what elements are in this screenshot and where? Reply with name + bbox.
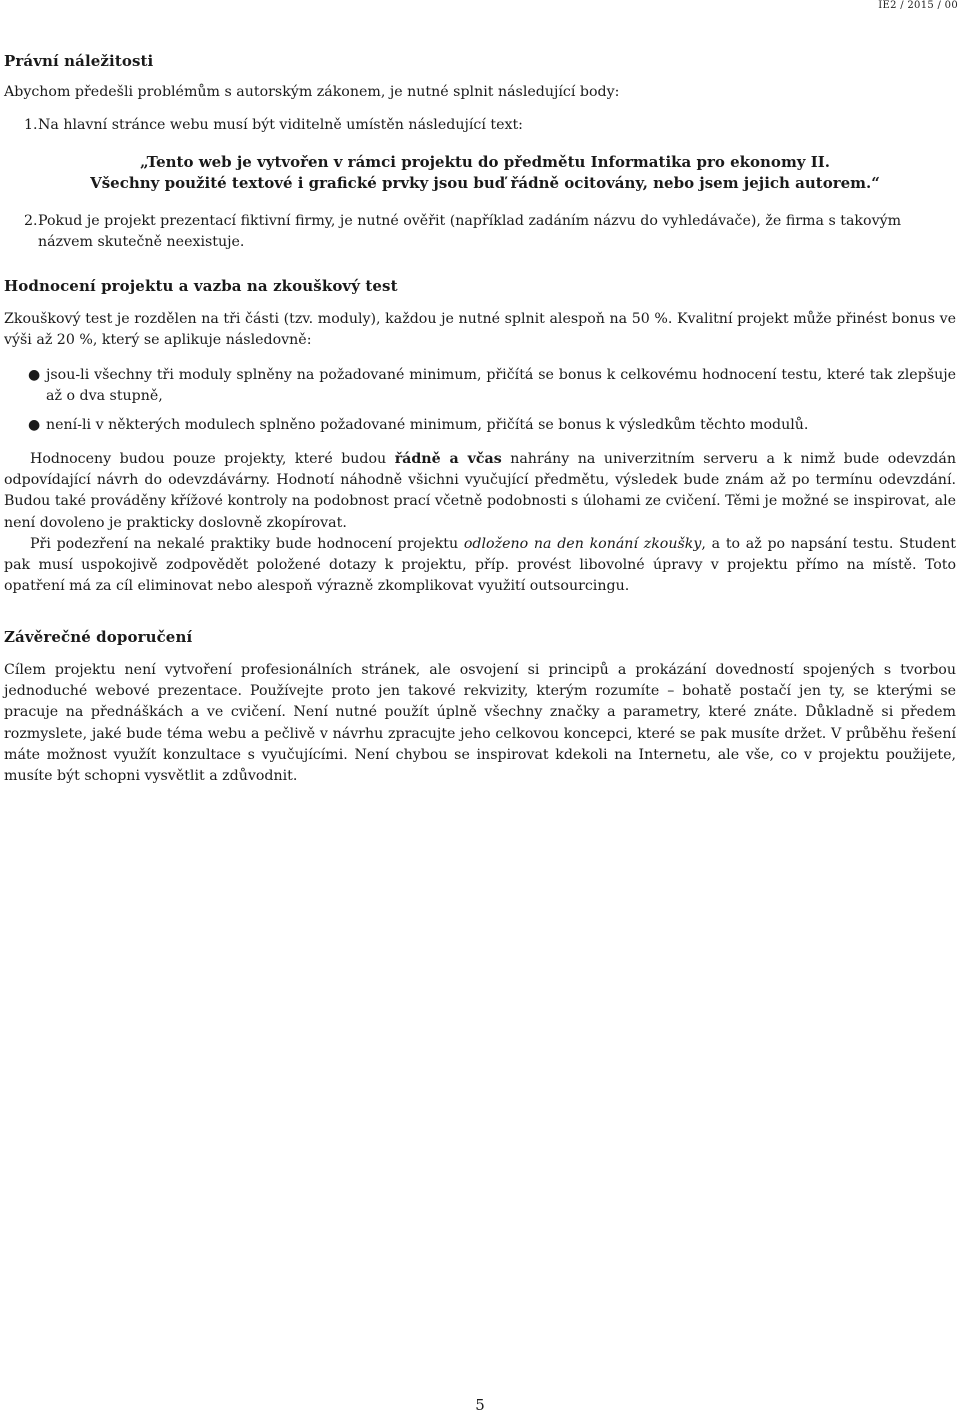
running-head: IE2 / 2015 / 00: [878, 0, 958, 11]
text-run: , a to až po napsání testu. Student pak musí uspokojivě zodpovědět položené dotazy k projektu, příp. provést libovolné úpravy v projektu přímo na místě. Toto opatření má za cíl eliminovat nebo alespoň výrazně zkomplikovat využití outsourcingu.: [4, 535, 957, 595]
list-item: [4, 365, 956, 408]
bullet-icon: ●: [28, 366, 41, 383]
text-run: Při podezření na nekalé praktiky bude hodnocení projektu: [30, 535, 464, 552]
list-item-text: jsou-li všechny tři moduly splněny na požadované minimum, přičítá se bonus k celkovému hodnocení testu, které tak zlepšuje až o dva stupně,: [46, 366, 956, 405]
evaluation-paragraph: Zkouškový test je rozdělen na tři části (tzv. moduly), každou je nutné splnit alespoň na 50 %. Kvalitní projekt může přinést bonus ve výši až 20 %, který se aplikuje následovně:: [4, 311, 956, 349]
document-page: [4, 52, 956, 788]
text-run: nahrány na univerzitním serveru a k nimž bude odevzdán odpovídající návrh do odevzdávárny. Hodnotí náhodně všichni vyučující předmětu, výsledek bude znám až po termínu odevzdání. Budou také prováděny křížové kontroly na podobnost prací včetně podobnosti s úlohami ze cvičení. Těmi je možné se inspirovat, ale není dovoleno je prakticky doslovně zkopírovat.: [4, 450, 956, 531]
list-item: [4, 211, 956, 254]
emphasis-bold: řádně a včas: [394, 450, 502, 467]
list-item: [4, 415, 956, 436]
list-item-text: Pokud je projekt prezentací fiktivní firmy, je nutné ověřit (například zadáním názvu do vyhledávače), že firma s takovým názvem skutečně neexistuje.: [38, 212, 902, 250]
section-heading-legal: Právní náležitosti: [4, 52, 154, 70]
list-item: [4, 115, 956, 136]
list-item-text: Na hlavní stránce webu musí být viditelně umístěn následující text:: [38, 117, 523, 134]
section-heading-final: Závěrečné doporučení: [4, 627, 193, 646]
final-paragraph: Cílem projektu není vytvoření profesionálních stránek, ale osvojení si principů a prokázání dovedností spojených s tvorbou jednoduché webové prezentace. Používejte proto jen takové rekvizity, kterým rozumíte – bohatě postačí jen ty, se kterými se pracuje na přednáškách a ve cvičení. Není nutné použít úplně všechny značky a parametry, které znáte. Důkladně si předem rozmyslete, jaké bude téma webu a pečlivě v návrhu zpracujte jeho celkovou koncepci, které se pak musíte držet. V průběhu řešení máte možnost využít konzultace s vyučujícími. Není chybou se inspirovat kdekoli na Internetu, ale vše, co v projektu použijete, musíte být schopni vysvětlit a zdůvodnit.: [4, 661, 956, 785]
bonus-bullet-list: [4, 365, 956, 437]
legal-numbered-list: [4, 115, 956, 253]
quote-line: „Tento web je vytvořen v rámci projektu do předmětu Informatika pro ekonomy II.: [139, 152, 831, 171]
bullet-icon: ●: [28, 417, 41, 434]
legal-intro: Abychom předešli problémům s autorským zákonem, je nutné splnit následující body:: [4, 84, 620, 100]
section-heading-evaluation: Hodnocení projektu a vazba na zkouškový test: [4, 277, 398, 296]
emphasis-italic: odloženo na den konání zkoušky: [463, 535, 702, 552]
evaluation-paragraph: [4, 534, 956, 598]
list-item-text: není-li v některých modulech splněno požadované minimum, přičítá se bonus k výsledkům těchto modulů.: [46, 417, 809, 434]
text-run: Hodnoceny budou pouze projekty, které budou: [30, 450, 395, 467]
page-number: 5: [475, 1396, 485, 1414]
quote-line: Všechny použité textové i grafické prvky jsou buď řádně ocitovány, nebo jsem jejich autorem.“: [90, 173, 880, 192]
required-notice-quote: [4, 152, 956, 194]
evaluation-paragraph: [4, 449, 956, 534]
list-item-number: 2.: [24, 212, 38, 229]
list-item-number: 1.: [24, 117, 38, 134]
